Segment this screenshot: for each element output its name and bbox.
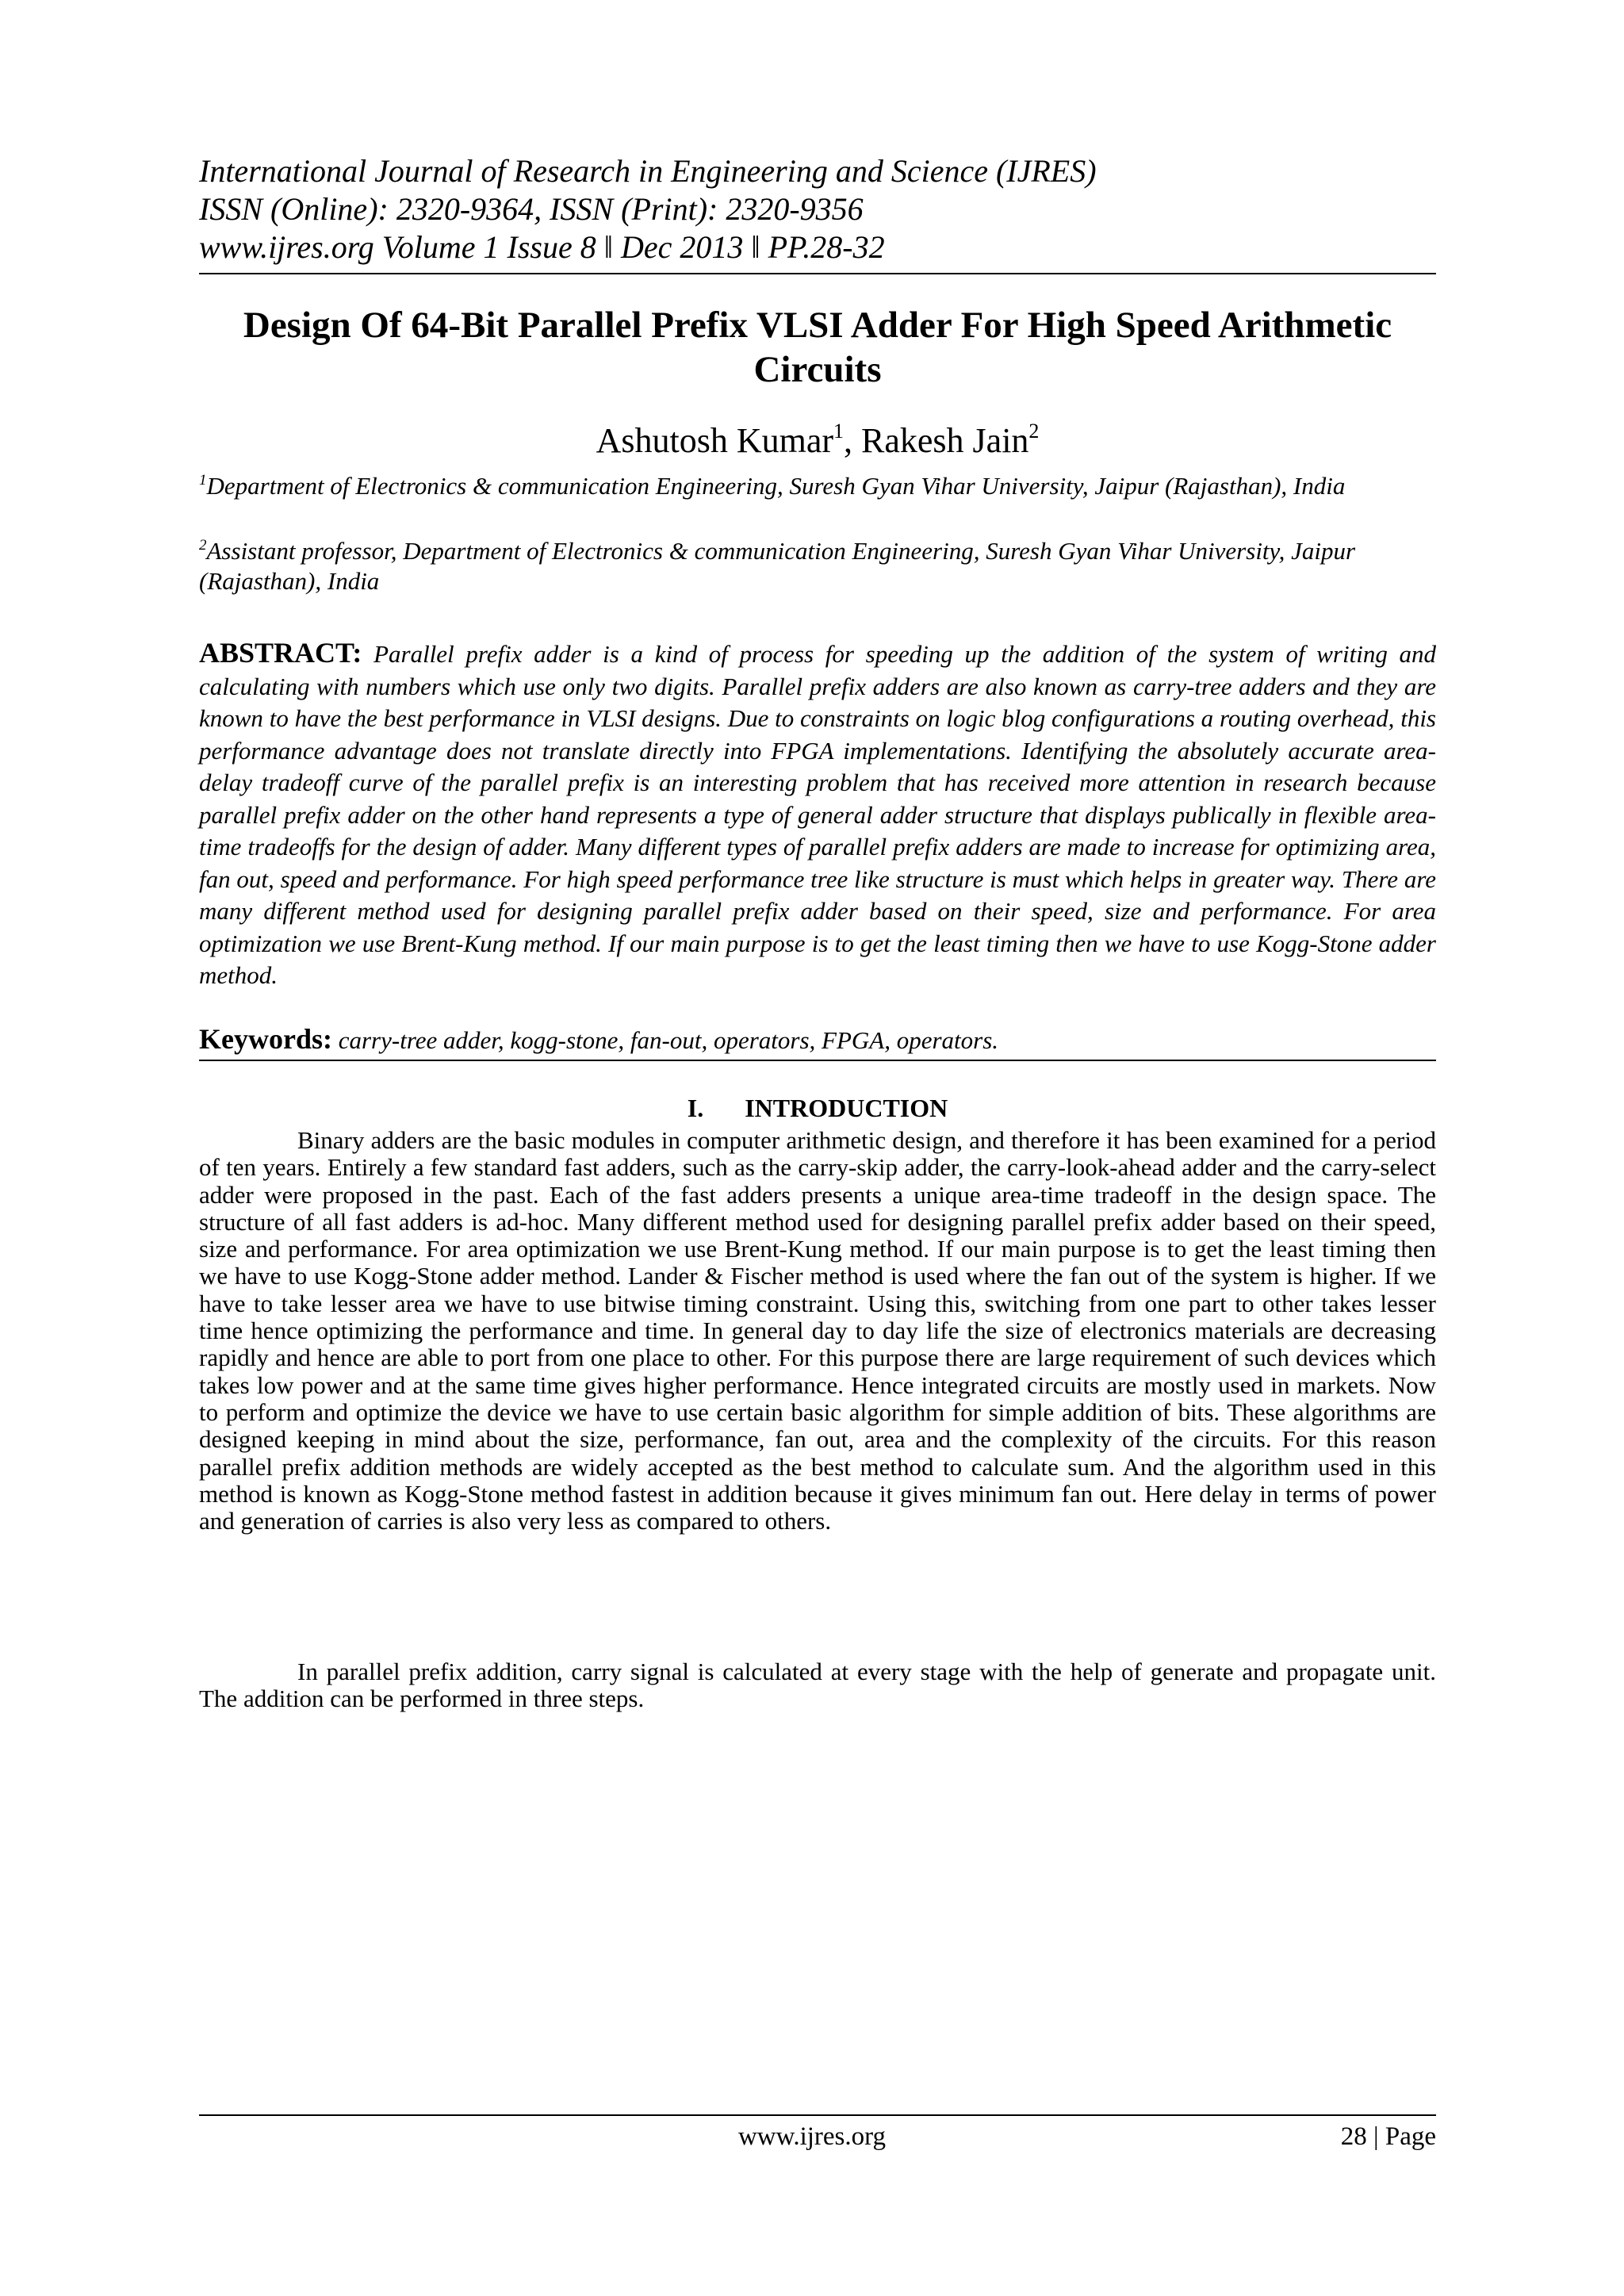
title-line-1: Design Of 64-Bit Parallel Prefix VLSI Adder For High Speed Arithmetic: [243, 305, 1392, 346]
abstract: [199, 637, 1436, 992]
abstract-label: ABSTRACT:: [199, 637, 362, 669]
affiliation-marker: 2: [199, 537, 207, 554]
author-separator: ,: [844, 421, 862, 460]
affiliation-marker: 2: [1028, 420, 1040, 443]
page-number: 28 | Page: [1340, 2122, 1436, 2151]
abstract-rule: [199, 1060, 1436, 1061]
header-rule: [199, 273, 1436, 274]
keywords: [199, 1023, 1436, 1056]
affiliation-text: Assistant professor, Department of Electronics & communication Engineering, Suresh Gyan Vihar University, Jaipur (Rajasthan), India: [199, 537, 1356, 595]
author-line: [199, 420, 1436, 462]
keywords-text: carry-tree adder, kogg-stone, fan-out, operators, FPGA, operators.: [338, 1026, 999, 1054]
affiliation-2: [199, 536, 1436, 596]
section-title: INTRODUCTION: [745, 1094, 948, 1122]
journal-issn: ISSN (Online): 2320-9364, ISSN (Print): 2320-9356: [199, 191, 864, 227]
abstract-text: Parallel prefix adder is a kind of process for speeding up the addition of the system of writing and calculating with numbers which use only two digits. Parallel prefix adders are also known as carry-tree adders and they are known to have the best performance in VLSI designs. Due to constraints on logic blog configurations a routing overhead, this performance advantage does not translate directly into FPGA implementations. Identifying the absolutely accurate area-delay tradeoff curve of the parallel prefix is an interesting problem that has received more attention in research because parallel prefix adder on the other hand represents a type of general adder structure that displays publically in flexible area-time tradeoffs for the design of adder. Many different types of parallel prefix adders are made to increase for optimizing area, fan out, speed and performance. For high speed performance tree like structure is must which helps in greater way. There are many different method used for designing parallel prefix adder based on their speed, size and performance. For area optimization we use Brent-Kung method. If our main purpose is to get the least timing then we have to use Kogg-Stone adder method.: [199, 640, 1436, 989]
body-paragraph: In parallel prefix addition, carry signal is calculated at every stage with the help of generate and propagate unit. The addition can be performed in three steps.: [199, 1658, 1436, 1713]
affiliation-marker: 1: [833, 420, 845, 443]
author-name: Ashutosh Kumar: [596, 421, 834, 460]
paper-title: [199, 303, 1436, 392]
affiliation-1: [199, 471, 1436, 501]
author-name: Rakesh Jain: [861, 421, 1029, 460]
footer-url: www.ijres.org: [737, 2122, 887, 2151]
affiliation-marker: 1: [199, 472, 207, 489]
journal-header: [199, 152, 1436, 266]
keywords-label: Keywords:: [199, 1023, 332, 1055]
journal-volume: www.ijres.org Volume 1 Issue 8 ǁ Dec 2013 ǁ PP.28-32: [199, 229, 885, 265]
section-heading-introduction: [199, 1092, 1436, 1124]
section-number: I.: [687, 1094, 704, 1122]
body-paragraph: Binary adders are the basic modules in computer arithmetic design, and therefore it has been examined for a period of ten years. Entirely a few standard fast adders, such as the carry-skip adder, the carry-look-ahead adder and the carry-select adder were proposed in the past. Each of the fast adders presents a unique area-time tradeoff in the design space. The structure of all fast adders is ad-hoc. Many different method used for designing parallel prefix adder based on their speed, size and performance. For area optimization we use Brent-Kung method. If our main purpose is to get the least timing then we have to use Kogg-Stone adder method. Lander & Fischer method is used where the fan out of the system is higher. If we have to take lesser area we have to use bitwise timing constraint. Using this, switching from one part to other takes lesser time hence optimizing the performance and time. In general day to day life the size of electronics materials are decreasing rapidly and hence are able to port from one place to other. For this purpose there are large requirement of such devices which takes low power and at the same time gives higher performance. Hence integrated circuits are mostly used in markets. Now to perform and optimize the device we have to use certain basic algorithm for simple addition of bits. These algorithms are designed keeping in mind about the size, performance, fan out, area and the complexity of the circuits. For this reason parallel prefix addition methods are widely accepted as the best method to calculate sum. And the algorithm used in this method is known as Kogg-Stone method fastest in addition because it gives minimum fan out. Here delay in terms of power and generation of carries is also very less as compared to others.: [199, 1126, 1436, 1535]
title-line-2: Circuits: [753, 349, 882, 390]
footer-rule: [199, 2114, 1436, 2116]
journal-name: International Journal of Research in Engineering and Science (IJRES): [199, 153, 1097, 189]
affiliation-text: Department of Electronics & communication Engineering, Suresh Gyan Vihar University, Jaipur (Rajasthan), India: [206, 472, 1346, 500]
